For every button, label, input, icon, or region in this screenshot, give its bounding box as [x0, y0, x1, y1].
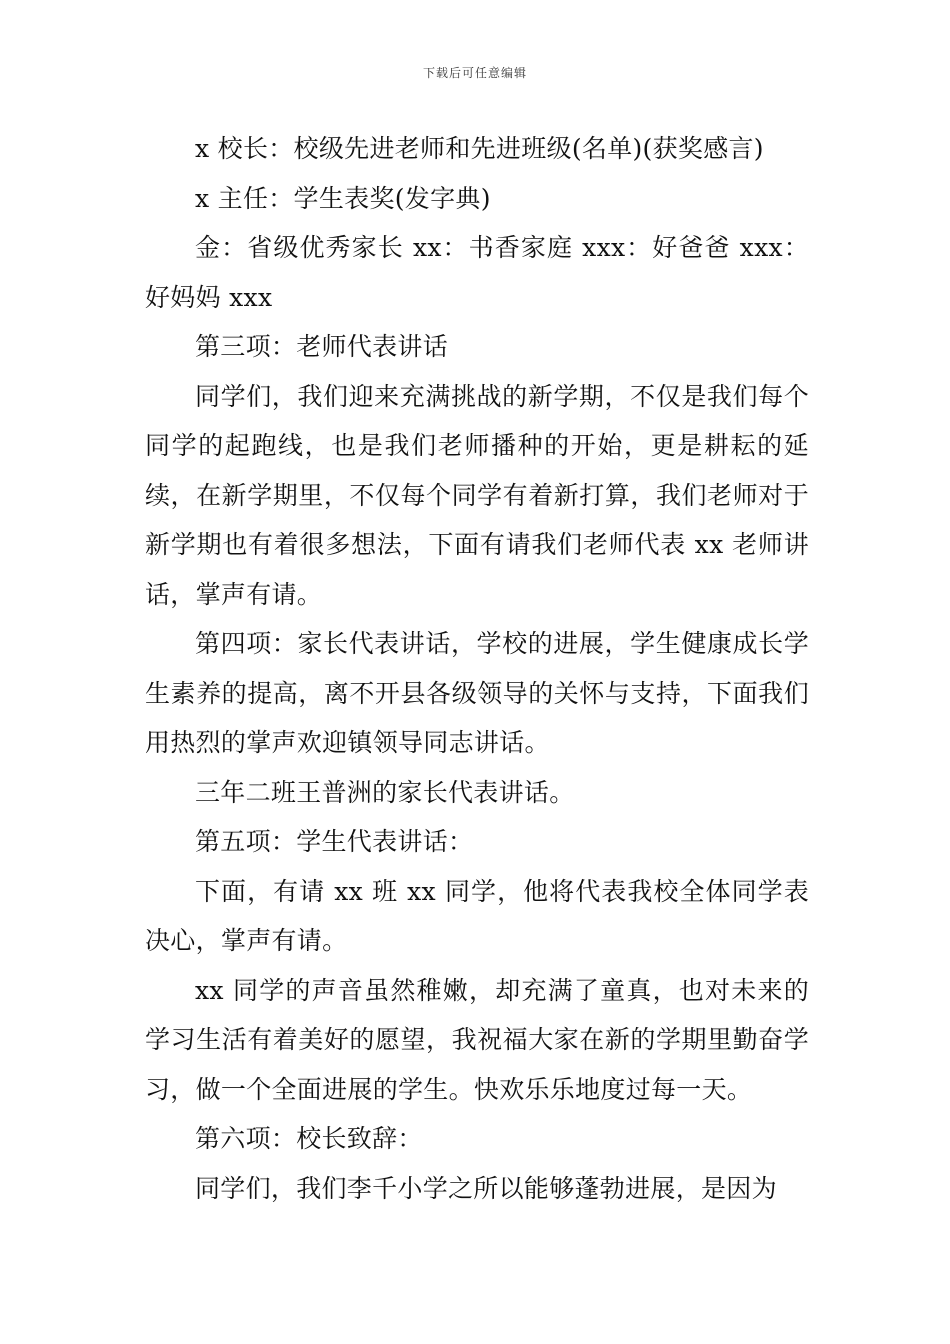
- paragraph-principal-speech-start: 同学们，我们李千小学之所以能够蓬勃进展，是因为: [195, 1173, 777, 1203]
- paragraph-item-four-parent-speech: 第四项：家长代表讲话，学校的进展，学生健康成长学生素养的提高，离不开县各级领导的关怀与支持，下面我们用热烈的掌声欢迎镇领导同志讲话。: [145, 629, 809, 757]
- paragraph-item-five-heading: 第五项：学生代表讲话：: [195, 827, 474, 856]
- paragraph-principal-awards: x 校长：校级先进老师和先进班级(名单)(获奖感言): [195, 134, 764, 163]
- paragraph-parent-awards: 金：省级优秀家长 xx：书香家庭 xxx：好爸爸 xxx：好妈妈 xxx: [145, 233, 809, 312]
- paragraph-student-speech-intro: 下面，有请 xx 班 xx 同学，他将代表我校全体同学表决心，掌声有请。: [145, 876, 809, 955]
- paragraph-student-speech-comment: xx 同学的声音虽然稚嫩，却充满了童真，也对未来的学习生活有着美好的愿望，我祝福大家在新的学期里勤奋学习，做一个全面进展的学生。快欢乐乐地度过每一天。: [145, 975, 809, 1104]
- paragraph-teacher-speech-intro: 同学们，我们迎来充满挑战的新学期，不仅是我们每个同学的起跑线，也是我们老师播种的开始，更是耕耘的延续，在新学期里，不仅每个同学有着新打算，我们老师对于新学期也有着很多想法，下面有请我们老师代表 xx 老师讲话，掌声有请。: [145, 381, 809, 609]
- paragraph-item-six-heading: 第六项：校长致辞：: [195, 1124, 423, 1153]
- paragraph-parent-representative: 三年二班王普洲的家长代表讲话。: [195, 777, 575, 807]
- paragraph-director-awards: x 主任：学生表奖(发字典): [195, 183, 491, 213]
- document-body: [145, 124, 809, 1213]
- paragraph-item-three-heading: 第三项：老师代表讲话: [195, 332, 449, 361]
- page-header-note: 下载后可任意编辑: [422, 66, 527, 80]
